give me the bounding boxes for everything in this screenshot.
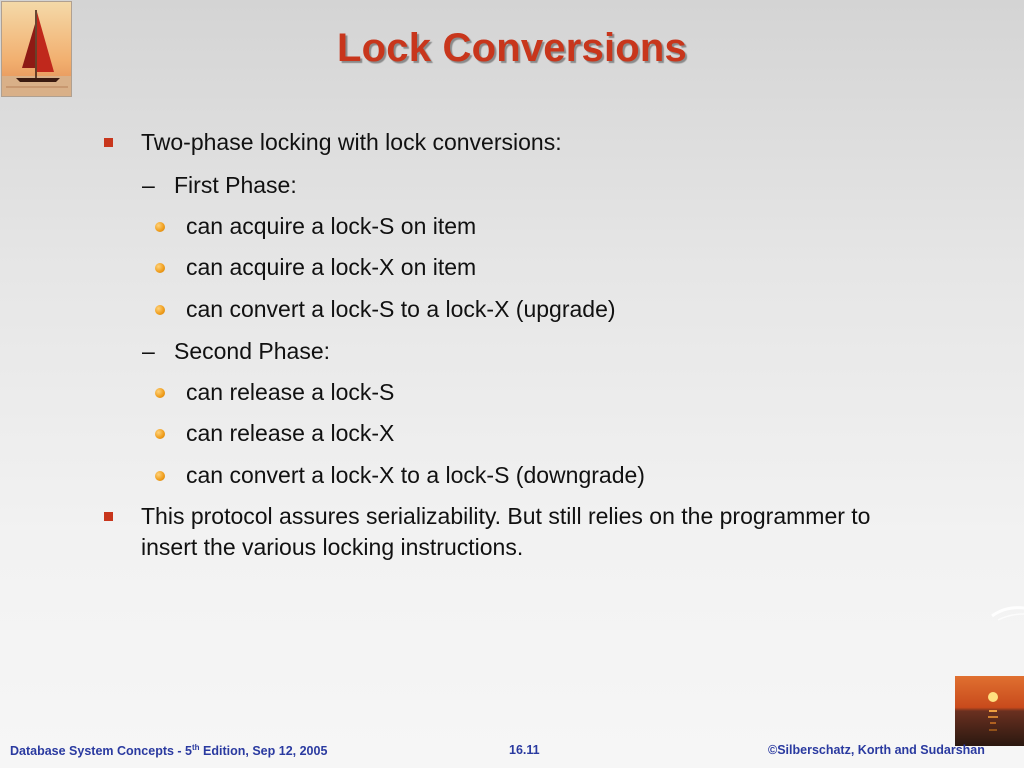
sunset-image <box>955 676 1024 746</box>
second-phase-heading: Second Phase: <box>174 338 331 364</box>
first-phase-heading: First Phase: <box>174 172 297 198</box>
dash-icon: – <box>142 172 155 198</box>
footer-book-sup: th <box>192 743 200 752</box>
bullet-protocol-line-1: This protocol assures serializability. But still relies on the programmer to <box>141 503 871 529</box>
footer-page-number: 16.11 <box>509 743 540 757</box>
bullet-protocol-line-2: insert the various locking instructions. <box>141 534 524 560</box>
dot-bullet-icon <box>155 471 165 481</box>
square-bullet-icon <box>104 512 113 521</box>
footer-book-info <box>10 743 327 758</box>
dot-bullet-icon <box>155 263 165 273</box>
bullet-two-phase-locking: Two-phase locking with lock conversions: <box>141 129 562 155</box>
footer-copyright: ©Silberschatz, Korth and Sudarshan <box>768 743 985 757</box>
first-phase-item-3: can convert a lock-S to a lock-X (upgrade) <box>186 296 616 322</box>
dot-bullet-icon <box>155 222 165 232</box>
dot-bullet-icon <box>155 305 165 315</box>
second-phase-item-2: can release a lock-X <box>186 420 395 446</box>
footer-book-title: Database System Concepts - 5 <box>10 744 193 759</box>
second-phase-item-1: can release a lock-S <box>186 379 395 405</box>
square-bullet-icon <box>104 138 113 147</box>
first-phase-item-1: can acquire a lock-S on item <box>186 213 477 239</box>
first-phase-item-2: can acquire a lock-X on item <box>186 254 477 280</box>
dot-bullet-icon <box>155 388 165 398</box>
dot-bullet-icon <box>155 429 165 439</box>
dash-icon: – <box>142 338 155 364</box>
footer-book-edition: Edition, Sep 12, 2005 <box>199 744 328 759</box>
second-phase-item-3: can convert a lock-X to a lock-S (downgrade) <box>186 462 645 488</box>
slide-title: Lock Conversions <box>337 26 687 70</box>
decorative-swoosh-icon <box>990 604 1024 624</box>
